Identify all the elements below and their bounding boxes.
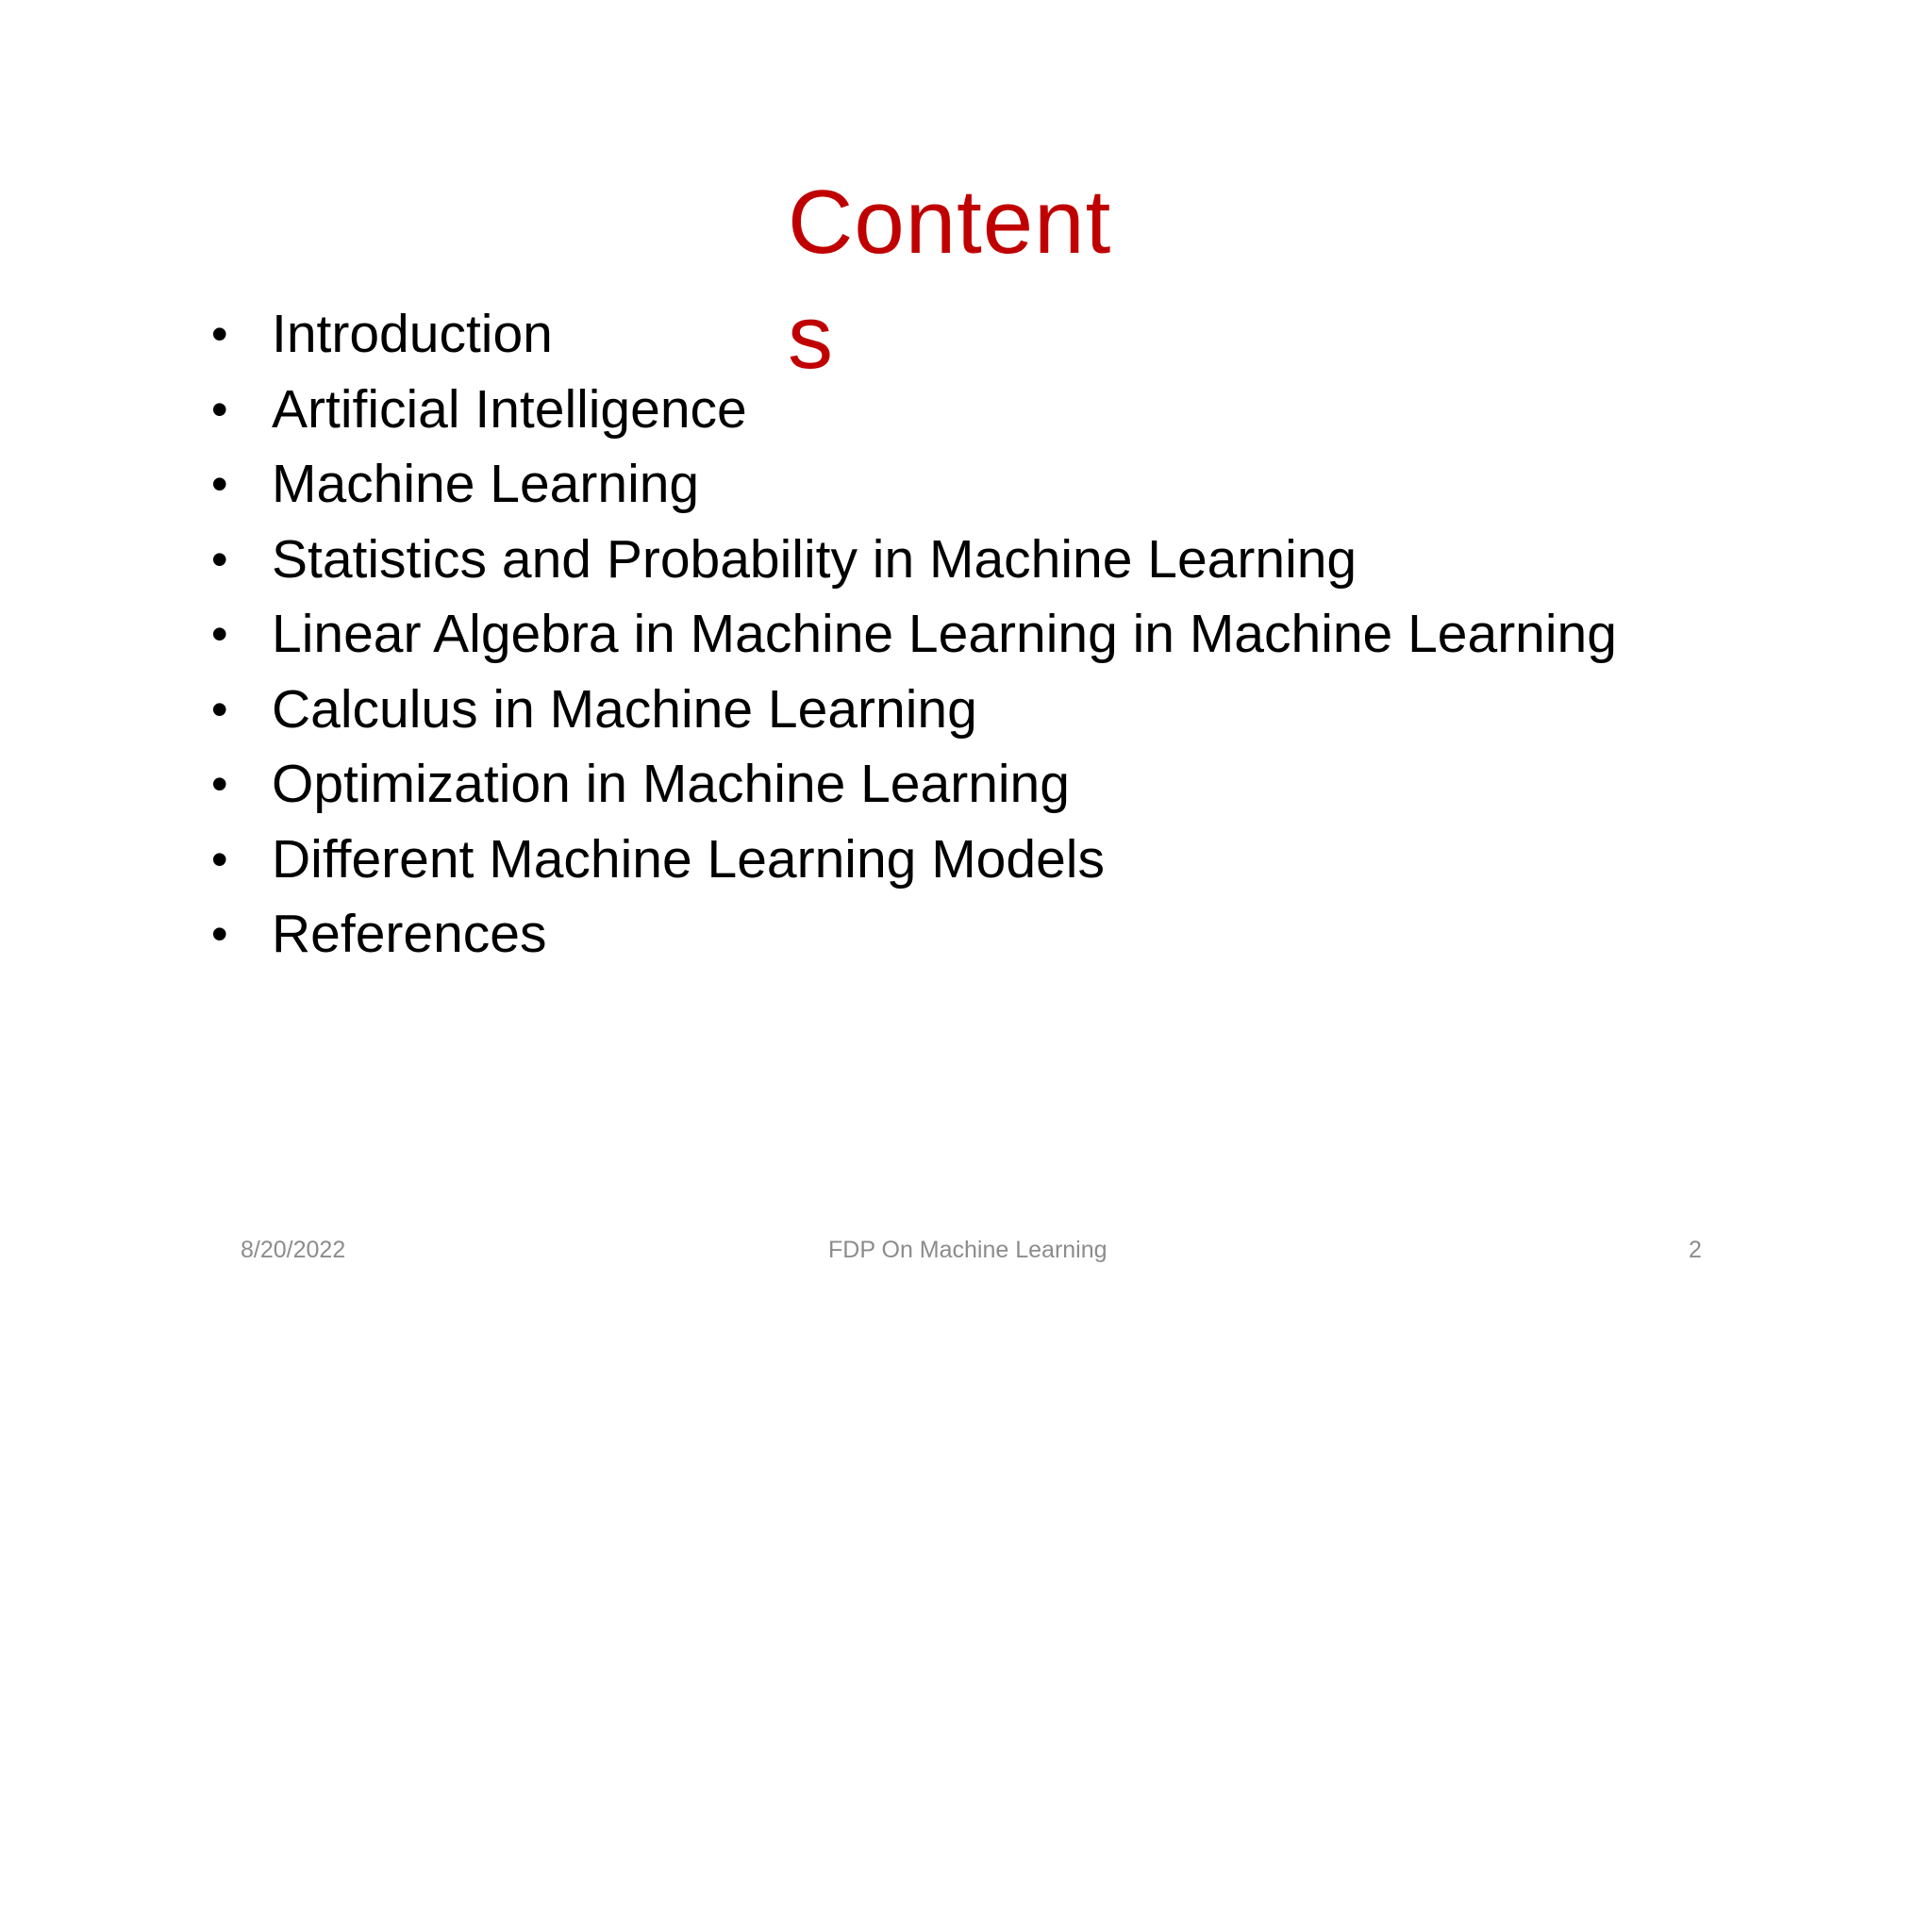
slide-title: Contents: [788, 172, 1112, 388]
list-item: [208, 297, 1736, 373]
contents-list: [208, 297, 1736, 973]
bullet-icon: •: [211, 607, 228, 660]
list-item-label: References: [272, 904, 547, 964]
list-item: [208, 897, 1736, 973]
bullet-icon: •: [211, 757, 228, 810]
bullet-icon: •: [211, 382, 228, 436]
list-item: [208, 673, 1736, 748]
list-item-label: Machine Learning: [272, 454, 700, 514]
list-item-label: Statistics and Probability in Machine Learning: [272, 528, 1357, 590]
list-item-label: Introduction: [272, 304, 553, 364]
bullet-icon: •: [211, 458, 228, 510]
bullet-icon: •: [211, 682, 228, 736]
page-number: 2: [1689, 1237, 1702, 1263]
list-item: [208, 597, 1736, 673]
footer-date: 8/20/2022: [241, 1237, 346, 1263]
bullet-icon: •: [211, 308, 228, 360]
list-item-label: Artificial Intelligence: [272, 378, 747, 440]
bullet-icon: •: [211, 832, 228, 886]
list-item: [208, 447, 1736, 523]
list-item: [208, 747, 1736, 823]
footer-title: FDP On Machine Learning: [828, 1237, 1108, 1263]
bullet-icon: •: [211, 907, 228, 960]
list-item-label: Linear Algebra in Machine Learning in Machine Learning: [272, 604, 1617, 664]
list-item-label: Optimization in Machine Learning: [272, 754, 1070, 814]
list-item-label: Calculus in Machine Learning: [272, 678, 977, 740]
list-item-label: Different Machine Learning Models: [272, 828, 1105, 890]
list-item: [208, 523, 1736, 598]
list-item: [208, 373, 1736, 448]
bullet-icon: •: [211, 532, 228, 586]
list-item: [208, 823, 1736, 898]
